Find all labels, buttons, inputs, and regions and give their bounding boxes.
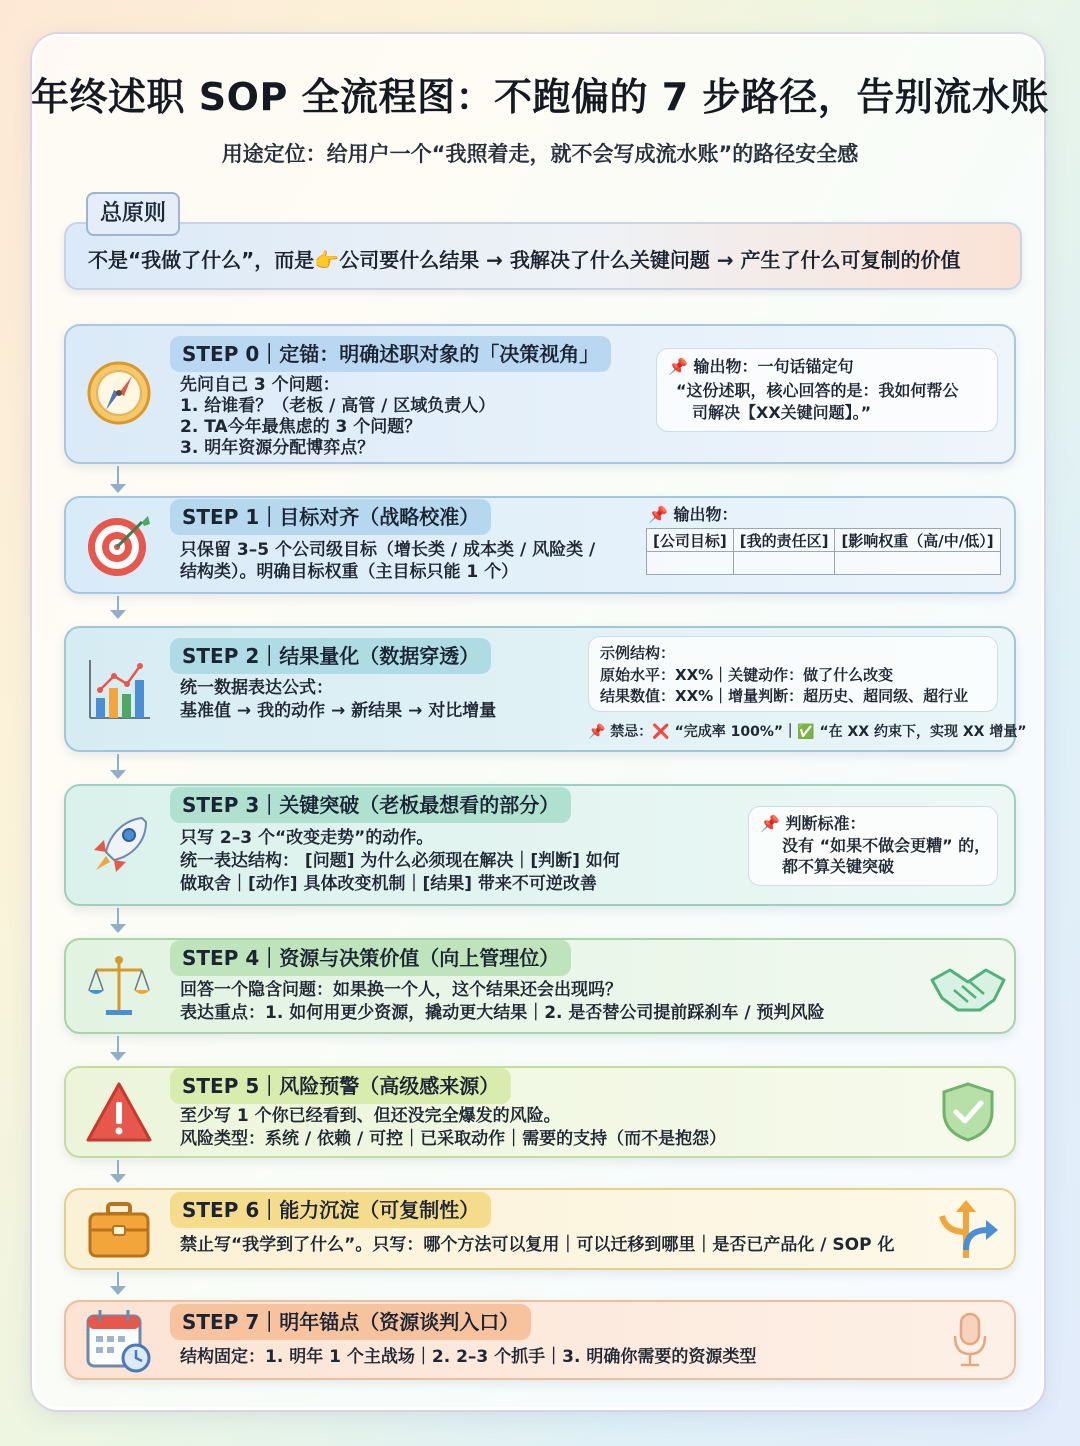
step-3-line-1: 只写 2–3 个“改变走势”的动作。: [180, 828, 434, 848]
flow-arrow-head: [110, 770, 126, 779]
bar-chart-icon: [84, 654, 154, 724]
step-2-line-2: 基准值 → 我的动作 → 新结果 → 对比增量: [180, 701, 497, 721]
flow-arrow-head: [110, 484, 126, 493]
step-6-label: STEP 6｜能力沉淀（可复制性）: [170, 1192, 491, 1228]
step-3-criteria-line-1: 没有 “如果不做会更糟” 的，: [782, 836, 991, 855]
step-5-line-1: 至少写 1 个你已经看到、但还没完全爆发的风险。: [180, 1106, 561, 1126]
step-0-line-4: 3. 明年资源分配博弈点？: [180, 438, 375, 458]
handshake-icon: [928, 960, 1008, 1020]
step-3-label: STEP 3｜关键突破（老板最想看的部分）: [170, 787, 571, 823]
step-3-criteria-title: 📌 判断标准：: [760, 814, 866, 833]
flow-arrow-head: [110, 924, 126, 933]
step-2-ban-text: 📌 禁忌：❌ “完成率 100%”｜✅ “在 XX 约束下，实现 XX 增量”: [588, 724, 1027, 740]
flow-arrow-head: [110, 1052, 126, 1061]
step-0-line-1: 先问自己 3 个问题：: [180, 375, 340, 395]
step-1-line-1: 只保留 3–5 个公司级目标（增长类 / 成本类 / 风险类 /: [180, 540, 596, 560]
step-7-line-1: 结构固定：1. 明年 1 个主战场｜2. 2–3 个抓手｜3. 明确你需要的资源类型: [180, 1347, 757, 1367]
table-header-my-area: [我的责任区]: [733, 529, 835, 552]
flow-arrow-head: [110, 610, 126, 619]
flow-arrow-head: [110, 1174, 126, 1183]
step-0-output-line-1: “这份述职，核心回答的是：我如何帮公: [676, 381, 959, 400]
step-3-criteria-line-2: 都不算关键突破: [782, 857, 895, 876]
principle-text: 不是“我做了什么”，而是👉公司要什么结果 → 我解决了什么关键问题 → 产生了什么可复制的价值: [88, 248, 961, 272]
step-2-example-title: 示例结构：: [600, 644, 676, 662]
step-1-line-2: 结构类）。明确目标权重（主目标只能 1 个）: [180, 562, 519, 582]
table-cell: [647, 552, 734, 575]
step-7-label: STEP 7｜明年锚点（资源谈判入口）: [170, 1304, 531, 1340]
step-4-line-1: 回答一个隐含问题：如果换一个人，这个结果还会出现吗？: [180, 980, 622, 1000]
step-2-label: STEP 2｜结果量化（数据穿透）: [170, 638, 491, 674]
principle-box: [64, 222, 1022, 290]
scale-icon: [84, 952, 154, 1022]
step-5-label: STEP 5｜风险预警（高级感来源）: [170, 1068, 511, 1104]
step-4-line-2: 表达重点：1. 如何用更少资源，撬动更大结果｜2. 是否替公司提前踩刹车 / 预判风险: [180, 1003, 825, 1023]
step-5-line-2: 风险类型：系统 / 依赖 / 可控｜已采取动作｜需要的支持（而不是抱怨）: [180, 1129, 727, 1149]
microphone-icon: [950, 1310, 990, 1370]
step-6-line-1: 禁止写“我学到了什么”。只写：哪个方法可以复用｜可以迁移到哪里｜是否已产品化 / SOP 化: [180, 1235, 895, 1255]
calendar-icon: [84, 1306, 154, 1376]
shield-check-icon: [940, 1080, 996, 1144]
step-1-output-table: [646, 528, 1001, 575]
table-header-company-goal: [公司目标]: [647, 529, 734, 552]
step-0-output-title: 📌 输出物：一句话锚定句: [668, 357, 854, 376]
step-2-example-line-1: 原始水平：XX%｜关键动作：做了什么改变: [600, 666, 894, 684]
step-3-line-2: 统一表达结构： [问题] 为什么必须现在解决｜[判断] 如何: [180, 851, 620, 871]
rocket-icon: [84, 810, 154, 880]
page-title: 年终述职 SOP 全流程图：不跑偏的 7 步路径，告别流水账: [31, 75, 1049, 119]
principle-tag: 总原则: [86, 192, 180, 236]
page-subtitle: 用途定位：给用户一个“我照着走，就不会写成流水账”的路径安全感: [221, 142, 859, 166]
compass-icon: [84, 358, 154, 428]
toolbox-icon: [84, 1196, 154, 1266]
step-0-label: STEP 0｜定锚：明确述职对象的「决策视角」: [170, 336, 611, 372]
flow-arrow-head: [110, 1286, 126, 1295]
step-1-label: STEP 1｜目标对齐（战略校准）: [170, 499, 491, 535]
table-cell: [733, 552, 835, 575]
step-3-line-3: 做取舍｜[动作] 具体改变机制｜[结果] 带来不可逆改善: [180, 874, 597, 894]
warning-icon: [84, 1078, 154, 1148]
step-2-line-1: 统一数据表达公式：: [180, 678, 333, 698]
step-0-line-3: 2. TA今年最焦虑的 3 个问题？: [180, 417, 422, 437]
step-0-output-line-2: 司解决【XX关键问题】。”: [692, 403, 872, 422]
step-2-example-line-2: 结果数值：XX%｜增量判断：超历史、超同级、超行业: [600, 687, 969, 705]
target-icon: [84, 510, 154, 580]
table-cell: [835, 552, 1000, 575]
step-4-label: STEP 4｜资源与决策价值（向上管理位）: [170, 940, 571, 976]
step-0-line-2: 1. 给谁看？（老板 / 高管 / 区域负责人）: [180, 396, 496, 416]
table-header-weight: [影响权重（高/中/低）]: [835, 529, 1000, 552]
step-1-output-title: 📌 输出物：: [648, 505, 738, 524]
split-arrows-icon: [936, 1198, 1002, 1260]
flow-arrow: [117, 466, 119, 486]
